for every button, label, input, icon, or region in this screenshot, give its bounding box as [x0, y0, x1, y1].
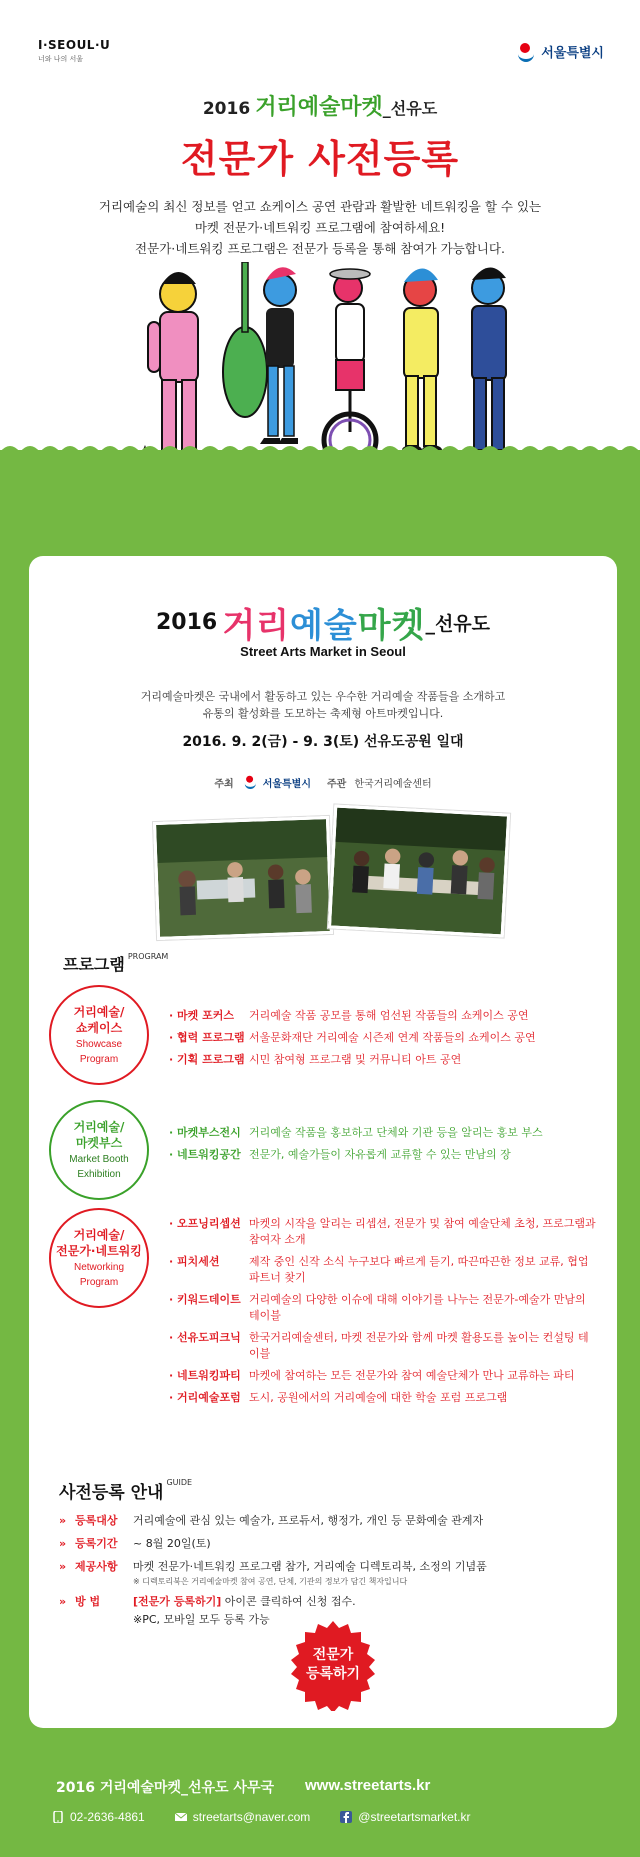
hero-market-tail: _선유도 — [382, 99, 438, 118]
host-city — [242, 773, 311, 791]
badge-ko-line: 마켓부스 — [75, 1136, 123, 1150]
program-section-title — [63, 952, 168, 975]
seoul-city-emblem-icon — [518, 43, 536, 61]
program-item-text: 전문가, 예술가들이 자유롭게 교류할 수 있는 만남의 장 — [249, 1148, 511, 1161]
showcase-badge — [49, 985, 149, 1085]
program-item-text: 거리예술 작품을 홍보하고 단체와 기관 등을 알리는 홍보 부스 — [249, 1126, 543, 1139]
badge-ko-line: 거리예술/ — [73, 1005, 125, 1019]
market-booth-badge — [49, 1100, 149, 1200]
program-item-name: · 마켓부스전시 — [169, 1126, 241, 1139]
performer-unicycle — [324, 269, 376, 466]
register-link-text[interactable]: [전문가 등록하기] — [133, 1595, 222, 1608]
arrow-icon: » — [59, 1560, 67, 1573]
seoul-city-logo — [518, 42, 604, 61]
footer-email-address[interactable]: streetarts@naver.com — [192, 1810, 311, 1824]
program-item-text: 제작 중인 신작 소식 누구보다 빠르게 듣기, 따끈따끈한 정보 교류, 협업 파트너 찾기 — [249, 1255, 589, 1284]
register-button-line: 등록하기 — [305, 1666, 361, 1682]
footer-contacts — [52, 1810, 471, 1824]
badge-ko-line: 거리예술/ — [73, 1228, 125, 1242]
program-item-text: 한국거리예술센터, 마켓 전문가와 함께 마켓 활용도를 높이는 컨설팅 테이블 — [249, 1331, 589, 1360]
program-item-text: 마켓에 참여하는 모든 전문가와 참여 예술단체가 만나 교류하는 파티 — [249, 1369, 575, 1382]
host-label: 주최 — [214, 778, 234, 790]
showcase-program-list — [169, 1008, 599, 1074]
guide-value: ~ 8월 20일(토) — [133, 1537, 211, 1550]
card-title — [29, 598, 617, 647]
event-photo — [153, 816, 333, 940]
page-title: 전문가 사전등록 — [180, 137, 460, 181]
register-expert-button[interactable] — [287, 1619, 379, 1711]
arrow-icon: » — [59, 1537, 67, 1550]
program-item-name: · 오프닝리셉션 — [169, 1217, 241, 1230]
badge-en-line: Market Booth — [69, 1154, 129, 1165]
program-title-en: PROGRAM — [127, 952, 169, 961]
badge-en-line: Exhibition — [77, 1169, 121, 1180]
event-date: 2016. 9. 2(금) - 9. 3(토) 선유도공원 일대 — [182, 734, 464, 750]
badge-en-line: Showcase — [75, 1039, 123, 1050]
program-item-text: 거리예술의 다양한 이슈에 대해 이야기를 나누는 전문가-예술가 만남의 테이블 — [249, 1293, 586, 1322]
market-booth-program-list — [169, 1125, 599, 1169]
card-desc-line: 유통의 활성화를 도모하는 축제형 아트마켓입니다. — [202, 707, 444, 720]
hero-subtitle — [0, 90, 640, 121]
performer-denim — [468, 267, 510, 458]
i-seoul-u-logo-text: I·SEOUL·U — [38, 38, 111, 52]
footer-facebook-handle[interactable]: @streetartsmarket.kr — [358, 1810, 471, 1824]
program-item-name: · 키워드데이트 — [169, 1293, 241, 1306]
info-card — [29, 556, 617, 1728]
performer-yellow-suit — [402, 268, 442, 455]
program-item — [169, 1292, 599, 1324]
footer-phone — [52, 1810, 145, 1824]
card-description — [29, 688, 617, 722]
guide-label: 등록기간 — [75, 1537, 118, 1550]
register-button-label — [287, 1619, 379, 1711]
footer-email — [175, 1810, 311, 1824]
register-button-line: 전문가 — [312, 1647, 354, 1663]
hero-market-name: 거리예술마켓 — [255, 95, 383, 120]
host-info — [29, 773, 617, 791]
hero-description — [0, 196, 640, 259]
program-item-text: 시민 참여형 프로그램 및 커뮤니티 아트 공연 — [249, 1053, 462, 1066]
program-item-name: · 기획 프로그램 — [169, 1053, 245, 1066]
market-logo-text — [222, 606, 425, 646]
program-item — [169, 1330, 599, 1362]
seoul-city-name: 서울특별시 — [541, 46, 604, 61]
program-item — [169, 1052, 599, 1068]
market-logo-part: 거리 — [222, 606, 291, 646]
market-logo-part: 예술 — [290, 606, 358, 646]
program-item — [169, 1147, 599, 1163]
guide-label: 방 법 — [75, 1595, 101, 1608]
arrow-icon: » — [59, 1595, 67, 1608]
event-photo — [328, 804, 510, 937]
networking-program-list — [169, 1216, 599, 1412]
card-title-tail: _선유도 — [425, 613, 490, 635]
footer-phone-number: 02-2636-4861 — [70, 1810, 145, 1824]
program-item-text: 거리예술 작품 공모를 통해 엄선된 작품들의 쇼케이스 공연 — [249, 1009, 529, 1022]
guide-value: 마켓 전문가·네트워킹 프로그램 참가, 거리예술 디렉토리북, 소정의 기념품 — [133, 1560, 487, 1573]
program-item-text: 마켓의 시작을 알리는 리셉션, 전문가 및 참여 예술단체 초청, 프로그램과 참여자 소개 — [249, 1217, 596, 1246]
guide-row — [59, 1512, 579, 1530]
hero-year: 2016 — [202, 99, 251, 119]
market-logo-part: 마켓 — [357, 606, 426, 646]
badge-en-line: Program — [79, 1054, 119, 1065]
hero-desc-line: 마켓 전문가·네트워킹 프로그램에 참여하세요! — [194, 220, 446, 235]
program-item-text: 서울문화재단 거리예술 시즌제 연계 작품들의 쇼케이스 공연 — [249, 1031, 536, 1044]
guide-sub: ※PC, 모바일 모두 등록 가능 — [133, 1613, 270, 1626]
program-title: 프로그램 — [63, 955, 125, 974]
arrow-icon: » — [59, 1514, 67, 1527]
guide-title: 사전등록 안내 — [59, 1483, 164, 1503]
i-seoul-u-logo-sub: 너와 나의 서울 — [38, 55, 84, 63]
phone-icon — [52, 1811, 64, 1823]
program-item — [169, 1216, 599, 1248]
badge-en-line: Program — [79, 1277, 119, 1288]
program-item-name: · 선유도피크닉 — [169, 1331, 241, 1344]
program-item-name: · 피치세션 — [169, 1255, 220, 1268]
program-item — [169, 1368, 599, 1384]
event-photo-image — [156, 819, 330, 937]
program-item-name: · 거리예술포럼 — [169, 1391, 241, 1404]
guide-row — [59, 1558, 579, 1588]
badge-en-line: Networking — [73, 1262, 125, 1273]
guide-section-title — [59, 1478, 192, 1503]
host-name: 서울특별시 — [262, 778, 312, 790]
program-item-name: · 네트워킹파티 — [169, 1369, 241, 1382]
guide-row — [59, 1535, 579, 1553]
i-seoul-u-logo — [38, 38, 110, 64]
guide-value: 아이콘 클릭하여 신청 접수. — [221, 1595, 356, 1608]
badge-ko-line: 쇼케이스 — [75, 1021, 123, 1035]
footer-office-name: 2016 거리예술마켓_선유도 사무국 — [56, 1780, 275, 1796]
hero-desc-line: 전문가·네트워킹 프로그램은 전문가 등록을 통해 참여가 가능합니다. — [135, 241, 505, 256]
organizer-name: 한국거리예술센터 — [354, 778, 432, 790]
program-item — [169, 1008, 599, 1024]
guide-label: 등록대상 — [75, 1514, 118, 1527]
facebook-icon — [340, 1811, 352, 1823]
program-item-text: 도시, 공원에서의 거리예술에 대한 학술 포럼 프로그램 — [249, 1391, 508, 1404]
card-year: 2016 — [156, 610, 218, 635]
performer-double-bass — [223, 262, 298, 444]
badge-ko-line: 전문가·네트워킹 — [56, 1244, 142, 1258]
guide-note: ※ 디렉토리북은 거리예술마켓 참여 공연, 단체, 기관의 정보가 담긴 책자입니다 — [133, 1577, 408, 1586]
guide-label: 제공사항 — [75, 1560, 118, 1573]
card-desc-line: 거리예술마켓은 국내에서 활동하고 있는 우수한 거리예술 작품들을 소개하고 — [140, 690, 506, 703]
guide-list — [59, 1512, 579, 1634]
organizer-label: 주관 — [327, 778, 347, 790]
program-item — [169, 1125, 599, 1141]
program-item-name: · 네트워킹공간 — [169, 1148, 241, 1161]
program-item — [169, 1030, 599, 1046]
hero-desc-line: 거리예술의 최신 정보를 얻고 쇼케이스 공연 관람과 활발한 네트워킹을 할 수 있는 — [98, 199, 542, 214]
event-photo-image — [331, 808, 507, 935]
guide-title-en: GUIDE — [166, 1478, 193, 1487]
program-item — [169, 1390, 599, 1406]
program-item-name: · 마켓 포커스 — [169, 1009, 234, 1022]
grass-edge — [0, 440, 640, 470]
seoul-city-emblem-icon — [244, 776, 257, 789]
footer-website-link[interactable]: www.streetarts.kr — [305, 1777, 431, 1794]
card-english-title: Street Arts Market in Seoul — [240, 644, 406, 659]
footer-facebook — [340, 1810, 470, 1824]
guide-value-group — [133, 1558, 579, 1588]
program-item — [169, 1254, 599, 1286]
program-item-name: · 협력 프로그램 — [169, 1031, 245, 1044]
mail-icon — [175, 1811, 187, 1823]
guide-value: 거리예술에 관심 있는 예술가, 프로듀서, 행정가, 개인 등 문화예술 관계자 — [133, 1514, 484, 1527]
networking-badge — [49, 1208, 149, 1308]
badge-ko-line: 거리예술/ — [73, 1120, 125, 1134]
